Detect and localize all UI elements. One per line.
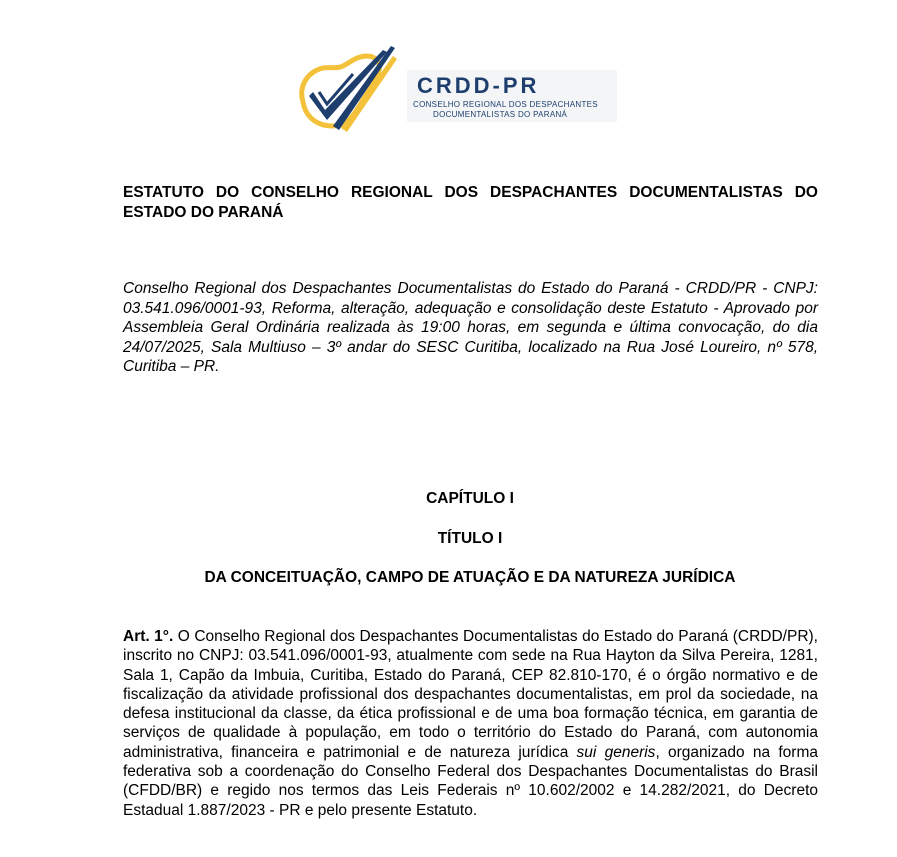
- title-heading: TÍTULO I: [437, 530, 503, 547]
- chapter-heading: CAPÍTULO I: [426, 490, 514, 507]
- article-emphasis: sui generis: [576, 743, 656, 761]
- logo-name: CRDD-PR: [417, 73, 540, 98]
- article-label: Art. 1°.: [123, 628, 174, 645]
- parana-map-checkmark-icon: [295, 40, 405, 135]
- document-preamble: Conselho Regional dos Despachantes Documentalistas do Estado do Paraná - CRDD/PR - CNPJ: 03.541.096/0001-93, Reforma, alteração, adequação e consolidação deste Estatuto - Aprovado por Assembleia Geral Ordinária realizada às 19:00 horas, em segunda e última convocação, do dia 24/07/2025, Sala Multiuso – 3º andar do SESC Curitiba, localizado na Rua José Loureiro, nº 578, Curitiba – PR.: [123, 280, 818, 375]
- logo-subtitle-line2: DOCUMENTALISTAS DO PARANÁ: [433, 110, 568, 119]
- crdd-pr-logo: [295, 40, 625, 135]
- section-heading: DA CONCEITUAÇÃO, CAMPO DE ATUAÇÃO E DA NATUREZA JURÍDICA: [204, 569, 736, 586]
- article-text-part1: O Conselho Regional dos Despachantes Documentalistas do Estado do Paraná (CRDD/PR), inscrito no CNPJ: 03.541.096/0001-93, atualmente com sede na Rua Hayton da Silva Pereira, 1281, Sala 1, Capão da Imbuia, Curitiba, Estado do Paraná, CEP 82.810-170, é o órgão normativo e de fiscalização da atividade profissional dos despachantes documentalistas, em prol da sociedade, na defesa institucional da classe, da ética profissional e de uma boa formação técnica, em garantia de serviços de qualidade à população, em todo o território do Estado do Paraná, com autonomia administrativa, financeira e patrimonial e de natureza jurídica: [123, 628, 818, 761]
- logo-subtitle-line1: CONSELHO REGIONAL DOS DESPACHANTES: [413, 100, 598, 109]
- logo-text-box: [407, 70, 617, 122]
- article-1: [123, 627, 818, 820]
- document-title: ESTATUTO DO CONSELHO REGIONAL DOS DESPACHANTES DOCUMENTALISTAS DO ESTADO DO PARANÁ: [123, 184, 818, 221]
- article-text-part2: , organizado na forma federativa sob a coordenação do Conselho Federal dos Despachantes Documentalistas do Brasil (CFDD/BR) e regido nos termos das Leis Federais nº 10.602/2002 e 14.282/2021, do Decreto Estadual 1.887/2023 - PR e pelo presente Estatuto.: [123, 743, 818, 819]
